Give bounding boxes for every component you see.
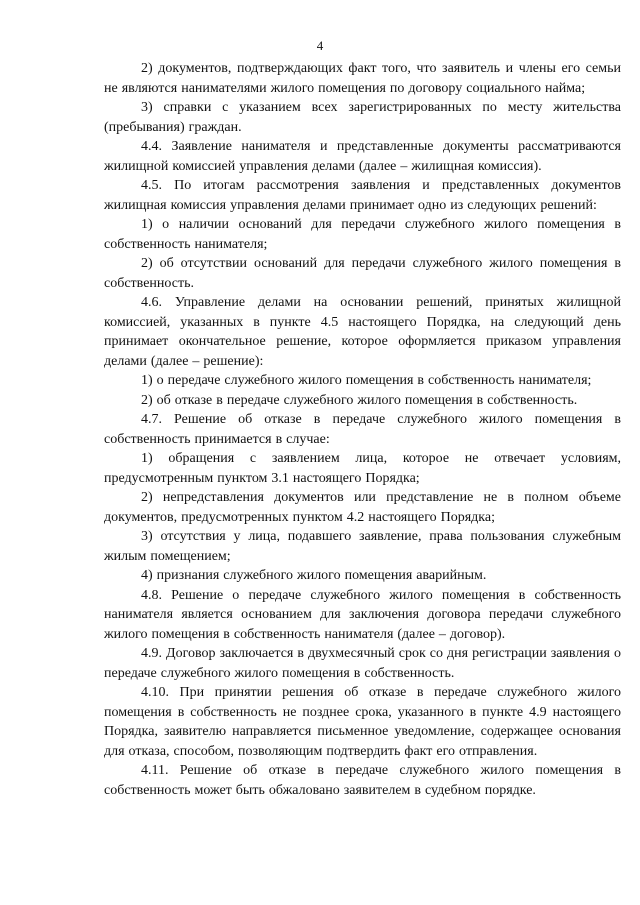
paragraph: 4.7. Решение об отказе в передаче служебного жилого помещения в собственность принимается в случае:: [104, 412, 621, 447]
paragraph: 4.4. Заявление нанимателя и представленные документы рассматриваются жилищной комиссией управления делами (далее – жилищная комиссия).: [104, 139, 621, 174]
paragraph: 1) о передаче служебного жилого помещения в собственность нанимателя;: [141, 373, 592, 388]
paragraph: 2) документов, подтверждающих факт того, что заявитель и члены его семьи не являются нанимателями жилого помещения по договору социального найма;: [104, 61, 621, 96]
paragraph: 4.10. При принятии решения об отказе в передаче служебного жилого помещения в собственность не позднее срока, указанного в пункте 4.9 настоящего Порядка, заявителю направляется письменное уведомление, содержащее основания для отказа, способом, позволяющим подтвердить факт его отправления.: [104, 685, 621, 759]
paragraph: 4.9. Договор заключается в двухмесячный срок со дня регистрации заявления о передаче служебного жилого помещения в собственность.: [104, 646, 621, 681]
paragraph: 2) непредставления документов или представление не в полном объеме документов, предусмотренных пунктом 4.2 настоящего Порядка;: [104, 490, 621, 525]
paragraph: 4.6. Управление делами на основании решений, принятых жилищной комиссией, указанных в пункте 4.5 настоящего Порядка, на следующий день принимает окончательное решение, которое оформляется приказом управления делами (далее – решение):: [104, 295, 621, 369]
paragraph: 1) обращения с заявлением лица, которое не отвечает условиям, предусмотренным пунктом 3.1 настоящего Порядка;: [104, 451, 621, 486]
paragraph: 2) об отказе в передаче служебного жилого помещения в собственность.: [141, 392, 578, 408]
paragraph: 2) об отсутствии оснований для передачи служебного жилого помещения в собственность.: [104, 256, 621, 291]
paragraph: 3) отсутствия у лица, подавшего заявление, права пользования служебным жилым помещением;: [104, 529, 621, 564]
paragraph: 4.5. По итогам рассмотрения заявления и представленных документов жилищная комиссия управления делами принимает одно из следующих решений:: [104, 178, 621, 213]
paragraph: 4) признания служебного жилого помещения аварийным.: [141, 568, 487, 583]
paragraph: 3) справки с указанием всех зарегистрированных по месту жительства (пребывания) граждан.: [104, 100, 621, 135]
paragraph: 4.8. Решение о передаче служебного жилого помещения в собственность нанимателя является основанием для заключения договора передачи служебного жилого помещения в собственность нанимателя (далее – договор).: [104, 587, 621, 642]
document-body: [104, 59, 621, 800]
paragraph: 1) о наличии оснований для передачи служебного жилого помещения в собственность нанимателя;: [104, 217, 621, 252]
page-number: 4: [316, 38, 324, 53]
paragraph: 4.11. Решение об отказе в передаче служебного жилого помещения в собственность может быть обжаловано заявителем в судебном порядке.: [104, 763, 621, 798]
